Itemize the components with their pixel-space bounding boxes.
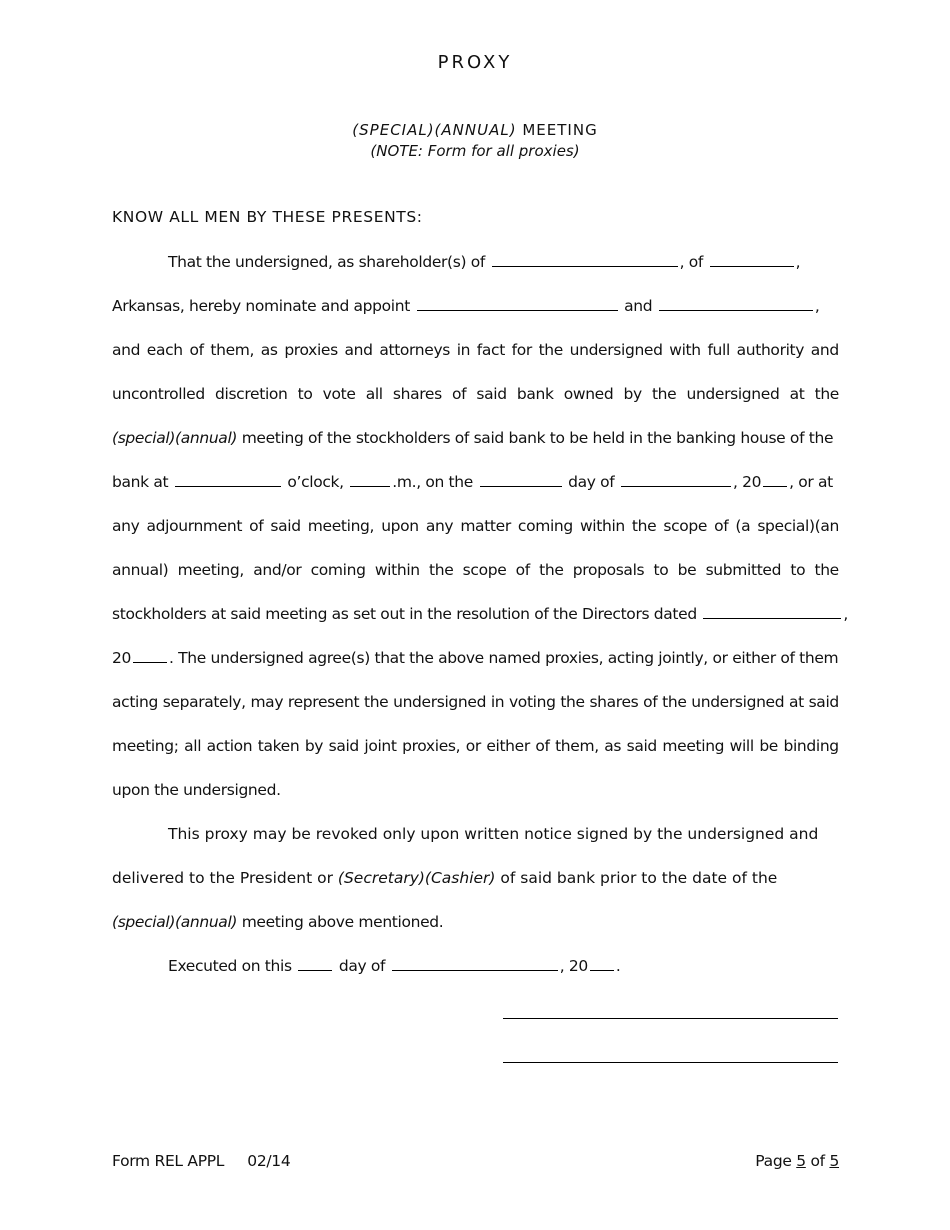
meeting-year-blank[interactable]	[763, 471, 787, 487]
word: scope	[462, 561, 507, 579]
intro-heading: KNOW ALL MEN BY THESE PRESENTS:	[112, 208, 423, 226]
word: in	[456, 341, 471, 359]
word: and	[810, 341, 839, 359]
signature-line-2[interactable]	[503, 1062, 838, 1063]
word: or	[465, 737, 481, 755]
word: adjournment	[146, 517, 243, 535]
p1-line-7	[112, 514, 839, 538]
word: submitted	[705, 561, 782, 579]
word: either	[486, 737, 530, 755]
word: matter	[460, 517, 511, 535]
word: meeting,	[177, 561, 244, 579]
word: of	[714, 517, 729, 535]
word: the	[539, 561, 564, 579]
word: as	[260, 341, 278, 359]
word: shares	[589, 693, 639, 711]
p1-line-11	[112, 690, 839, 714]
word: vote	[322, 385, 356, 403]
executed-line: Executed on this day of , 20 .	[168, 957, 621, 975]
executed-month-blank[interactable]	[392, 955, 558, 971]
document-title: PROXY	[437, 52, 513, 73]
p1-line-5: (special)(annual) meeting of the stockholders of said bank to be held in the banking house of the	[112, 429, 834, 447]
resolution-date-blank[interactable]	[703, 603, 841, 619]
word: said	[328, 737, 359, 755]
executed-year-blank[interactable]	[590, 955, 614, 971]
p1-line-4	[112, 382, 839, 406]
p1-line-1: That the undersigned, as shareholder(s) of , of ,	[168, 253, 801, 271]
p1-line-12	[112, 734, 839, 758]
word: with	[669, 341, 701, 359]
word: and	[112, 341, 141, 359]
word: uncontrolled	[112, 385, 205, 403]
p2-line-3: (special)(annual) meeting above mentioned.	[112, 913, 444, 931]
word: authority	[736, 341, 805, 359]
p1-line-8	[112, 558, 839, 582]
signature-line-1[interactable]	[503, 1018, 838, 1019]
meeting-type: (SPECIAL)(ANNUAL)	[352, 121, 517, 139]
word: meeting	[662, 737, 725, 755]
word: of	[535, 737, 550, 755]
word: attorneys	[379, 341, 451, 359]
page-number: Page 5 of 5	[755, 1152, 839, 1170]
word: said	[270, 517, 301, 535]
word: each	[146, 341, 183, 359]
word: proposals	[572, 561, 645, 579]
word: the	[662, 693, 687, 711]
p1-line-6: bank at o’clock, .m., on the day of , 20 , or at	[112, 473, 833, 491]
word: coming	[517, 517, 573, 535]
word: for	[511, 341, 532, 359]
word: action	[206, 737, 253, 755]
p1-line-9: stockholders at said meeting as set out in the resolution of the Directors dated ,	[112, 605, 848, 623]
word: by	[304, 737, 324, 755]
word: (a	[735, 517, 751, 535]
word: of	[189, 341, 204, 359]
word: them,	[210, 341, 255, 359]
word: at	[788, 693, 804, 711]
word: shares	[392, 385, 442, 403]
p1-line-3	[112, 338, 839, 362]
shareholder-of-blank[interactable]	[492, 251, 678, 267]
word: meeting,	[307, 517, 375, 535]
current-page: 5	[796, 1152, 806, 1170]
p1-line-2: Arkansas, hereby nominate and appoint and ,	[112, 297, 820, 315]
word: of	[249, 517, 264, 535]
word: them,	[555, 737, 599, 755]
word: bank	[516, 385, 554, 403]
word: of	[451, 385, 467, 403]
word: of	[515, 561, 530, 579]
word: within	[374, 561, 420, 579]
p1-line-10: 20 . The undersigned agree(s) that the above named proxies, acting jointly, or either of them	[112, 649, 839, 667]
am-pm-blank[interactable]	[350, 471, 390, 487]
word: voting	[508, 693, 556, 711]
word: may	[250, 693, 284, 711]
word: within	[579, 517, 625, 535]
word: proxies,	[402, 737, 461, 755]
word: the	[814, 385, 839, 403]
word: separately,	[162, 693, 246, 711]
word: be	[677, 561, 697, 579]
word: fact	[476, 341, 505, 359]
word: the	[651, 385, 677, 403]
word: upon	[381, 517, 419, 535]
p2-line-2: delivered to the President or (Secretary)(Cashier) of said bank prior to the date of the	[112, 869, 778, 887]
word: discretion	[215, 385, 288, 403]
meeting-month-blank[interactable]	[621, 471, 731, 487]
word: to	[653, 561, 669, 579]
word: the	[814, 561, 839, 579]
word: taken	[257, 737, 300, 755]
word: any	[112, 517, 140, 535]
word: joint	[364, 737, 397, 755]
proxy-name-1-blank[interactable]	[417, 295, 618, 311]
word: at	[789, 385, 805, 403]
executed-day-blank[interactable]	[298, 955, 332, 971]
time-blank[interactable]	[175, 471, 281, 487]
meeting-word: MEETING	[522, 121, 598, 139]
word: said	[808, 693, 839, 711]
word: to	[297, 385, 313, 403]
form-note: (NOTE: Form for all proxies)	[370, 142, 580, 160]
meeting-day-blank[interactable]	[480, 471, 562, 487]
word: of	[643, 693, 658, 711]
p2-line-1: This proxy may be revoked only upon written notice signed by the undersigned and	[168, 825, 819, 843]
word: said	[476, 385, 507, 403]
city-blank[interactable]	[710, 251, 794, 267]
word: any	[425, 517, 454, 535]
word: proxies	[284, 341, 338, 359]
word: annual)	[112, 561, 169, 579]
word: the	[538, 341, 563, 359]
proxy-name-2-blank[interactable]	[659, 295, 813, 311]
word: special)(an	[757, 517, 839, 535]
word: the	[429, 561, 454, 579]
resolution-year-blank[interactable]	[133, 647, 167, 663]
word: the	[560, 693, 585, 711]
word: binding	[783, 737, 839, 755]
word: full	[707, 341, 730, 359]
word: said	[626, 737, 657, 755]
word: acting	[112, 693, 158, 711]
word: coming	[310, 561, 366, 579]
word: undersigned	[569, 341, 663, 359]
word: undersigned	[393, 693, 487, 711]
total-pages: 5	[829, 1152, 839, 1170]
meeting-heading	[0, 120, 950, 162]
word: owned	[563, 385, 614, 403]
word: meeting;	[112, 737, 179, 755]
word: by	[623, 385, 642, 403]
word: undersigned	[691, 693, 785, 711]
word: the	[363, 693, 389, 711]
word: be	[759, 737, 778, 755]
word: all	[184, 737, 202, 755]
word: in	[490, 693, 505, 711]
word: to	[790, 561, 806, 579]
form-identifier: Form REL APPL 02/14	[112, 1152, 291, 1170]
word: as	[604, 737, 622, 755]
word: will	[729, 737, 754, 755]
word: represent	[287, 693, 360, 711]
word: and	[344, 341, 373, 359]
word: the	[631, 517, 657, 535]
word: undersigned	[686, 385, 780, 403]
word: all	[365, 385, 383, 403]
word: and/or	[253, 561, 302, 579]
word: scope	[663, 517, 708, 535]
p1-line-13: upon the undersigned.	[112, 781, 281, 799]
